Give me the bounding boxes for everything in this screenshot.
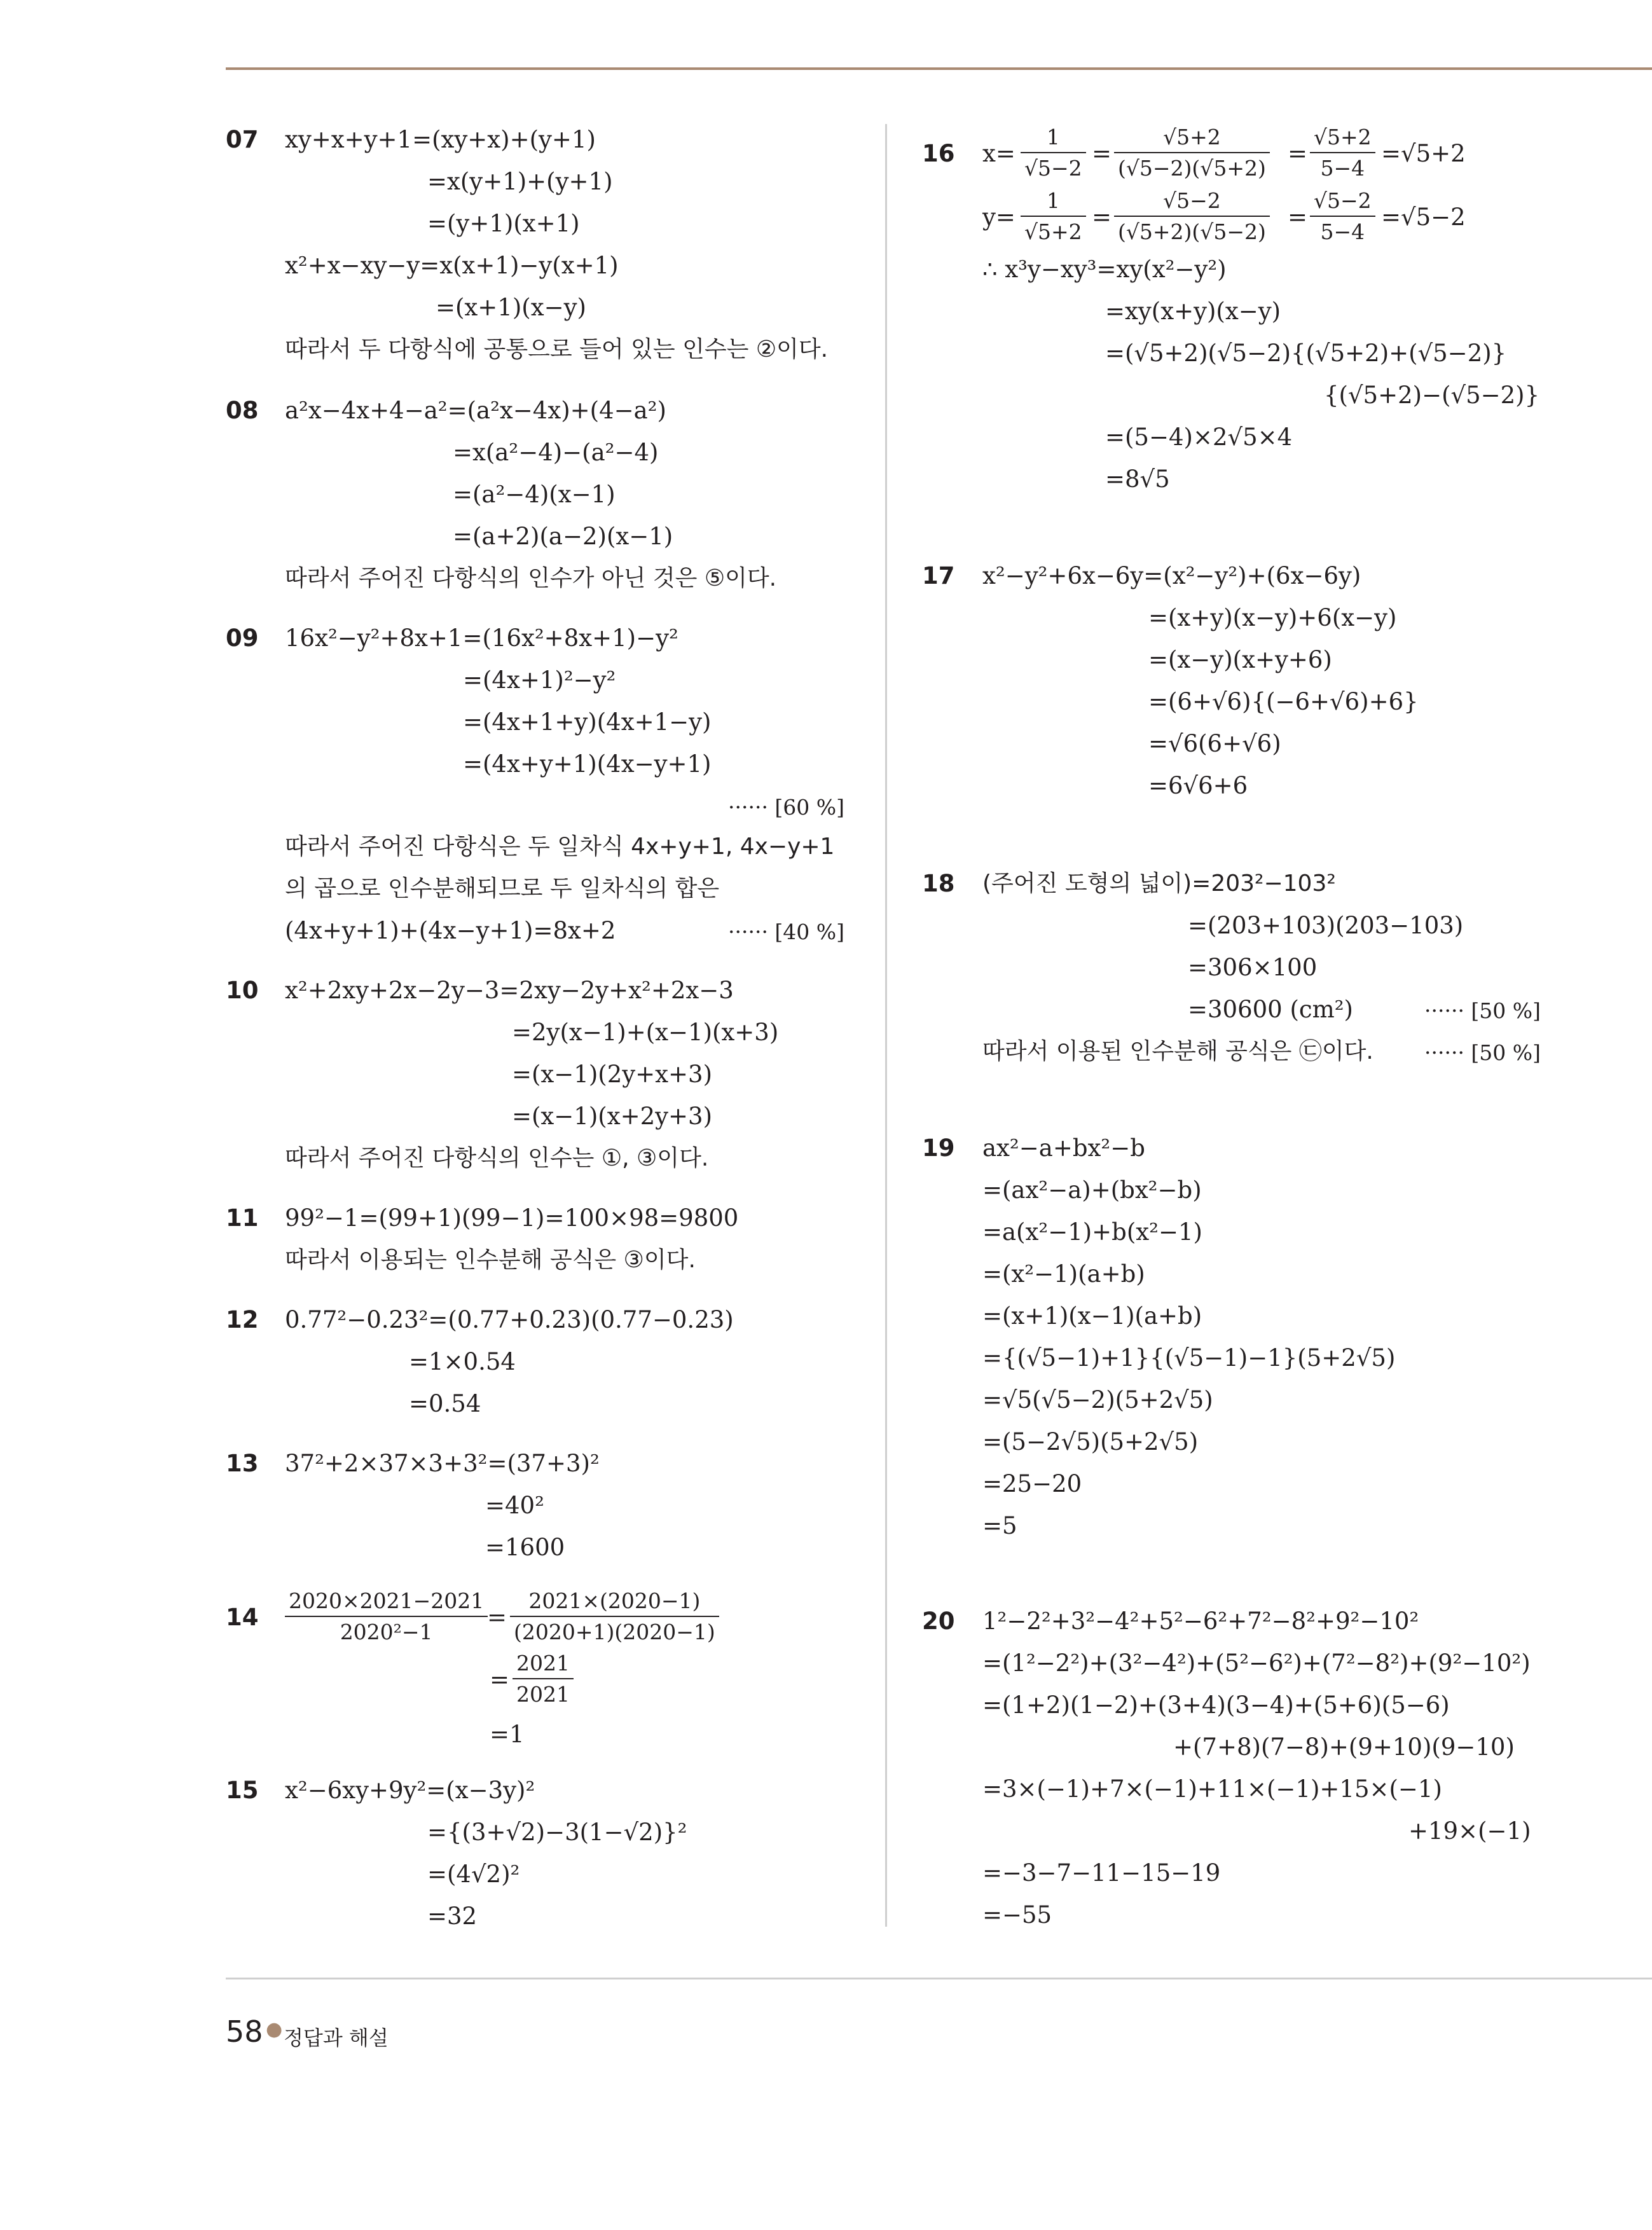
math-line: 1²−2²+3²−4²+5²−6²+7²−8²+9²−10² <box>982 1607 1419 1635</box>
math-line: (4x+y+1)+(4x−y+1)=8x+2 <box>285 917 616 944</box>
math-line: xy+x+y+1=(xy+x)+(y+1) <box>285 126 596 153</box>
math-line: =(x−1)(x+2y+3) <box>512 1103 713 1130</box>
problem-number: 07 <box>226 126 259 153</box>
bullet-dot-icon: ● <box>266 2018 283 2041</box>
math-line: =3×(−1)+7×(−1)+11×(−1)+15×(−1) <box>982 1775 1442 1803</box>
math-line: =(x−y)(x+y+6) <box>1148 646 1332 673</box>
math-line: =40² <box>485 1492 544 1519</box>
math-line: =(4x+y+1)(4x−y+1) <box>463 750 712 778</box>
math-line: =5 <box>982 1512 1017 1539</box>
answer-text: 따라서 이용되는 인수분해 공식은 ③이다. <box>285 1247 696 1273</box>
fraction-denominator: (2020+1)(2020−1) <box>514 1620 715 1644</box>
fraction-numerator: √5+2 <box>1114 125 1270 153</box>
math-line: =√5(√5−2)(5+2√5) <box>982 1386 1213 1414</box>
math-line: =1×0.54 <box>409 1348 516 1375</box>
footer-rule <box>226 1978 1652 1979</box>
problem-number: 17 <box>922 562 955 589</box>
answer-text: 따라서 주어진 다항식의 인수가 아닌 것은 ⑤이다. <box>285 565 777 591</box>
section-label: 정답과 해설 <box>284 2026 389 2050</box>
math-line: =(y+1)(x+1) <box>427 210 580 237</box>
fraction-numerator: 2021 <box>513 1651 574 1679</box>
fraction <box>513 1651 574 1707</box>
answer-text: 따라서 이용된 인수분해 공식은 ㉢이다. <box>982 1038 1373 1064</box>
math-line: =(6+√6){(−6+√6)+6} <box>1148 688 1419 715</box>
fraction <box>1310 188 1375 244</box>
problem-number: 16 <box>922 140 955 167</box>
math-line: =√5−2 <box>1381 203 1466 231</box>
math-line: =(x+1)(x−y) <box>436 294 586 321</box>
math-line: 37²+2×37×3+3²=(37+3)² <box>285 1450 600 1477</box>
math-line: =(a²−4)(x−1) <box>453 481 616 508</box>
equals-sign: = <box>1092 140 1112 167</box>
math-line: =1 <box>490 1721 525 1748</box>
fraction-denominator: (√5+2)(√5−2) <box>1118 219 1266 244</box>
fraction-numerator: 1 <box>1021 188 1086 217</box>
fraction-denominator: √5−2 <box>1024 156 1082 181</box>
math-line: =(4√2)² <box>427 1861 520 1888</box>
math-line: 0.77²−0.23²=(0.77+0.23)(0.77−0.23) <box>285 1306 734 1333</box>
fraction-numerator: √5−2 <box>1310 188 1375 217</box>
math-line: 99²−1=(99+1)(99−1)=100×98=9800 <box>285 1204 739 1232</box>
math-line: +(7+8)(7−8)+(9+10)(9−10) <box>1173 1733 1515 1761</box>
math-line: =(x+y)(x−y)+6(x−y) <box>1148 604 1397 631</box>
fraction <box>1114 125 1270 181</box>
fraction <box>1114 188 1270 244</box>
math-line: =a(x²−1)+b(x²−1) <box>982 1218 1202 1246</box>
math-line: 16x²−y²+8x+1=(16x²+8x+1)−y² <box>285 624 678 652</box>
math-line: =2y(x−1)+(x−1)(x+3) <box>512 1019 779 1046</box>
answer-text: 의 곱으로 인수분해되므로 두 일차식의 합은 <box>285 876 720 902</box>
math-line: x²−y²+6x−6y=(x²−y²)+(6x−6y) <box>982 562 1361 589</box>
math-line: =(203+103)(203−103) <box>1188 912 1464 939</box>
math-line: =−55 <box>982 1901 1052 1929</box>
fraction-denominator: √5+2 <box>1024 219 1082 244</box>
problem-number: 14 <box>226 1604 259 1631</box>
fraction-numerator: √5−2 <box>1114 188 1270 217</box>
math-line: ax²−a+bx²−b <box>982 1134 1145 1162</box>
problem-number: 13 <box>226 1450 259 1477</box>
equals-sign: = <box>1092 203 1112 231</box>
problem-number: 11 <box>226 1204 259 1232</box>
math-line: =(√5+2)(√5−2){(√5+2)+(√5−2)} <box>1105 340 1507 367</box>
math-line: =(x−1)(2y+x+3) <box>512 1061 713 1088</box>
math-line: (주어진 도형의 넓이)=203²−103² <box>982 871 1336 897</box>
header-rule <box>226 67 1652 70</box>
problem-number: 10 <box>226 977 259 1004</box>
equals-sign: = <box>490 1666 510 1693</box>
column-divider <box>885 124 887 1927</box>
math-line: =32 <box>427 1903 478 1930</box>
problem-number: 19 <box>922 1134 955 1162</box>
math-line: =(5−4)×2√5×4 <box>1105 423 1293 451</box>
math-line: x²+x−xy−y=x(x+1)−y(x+1) <box>285 252 619 279</box>
math-line: =30600 (cm²) <box>1188 996 1353 1023</box>
math-line: =x(a²−4)−(a²−4) <box>453 439 659 466</box>
fraction-denominator: 2020²−1 <box>340 1620 433 1644</box>
math-line: ={(√5−1)+1}{(√5−1)−1}(5+2√5) <box>982 1344 1396 1372</box>
fraction-numerator: 2021×(2020−1) <box>510 1588 719 1617</box>
math-line: =0.54 <box>409 1390 481 1417</box>
fraction <box>1021 188 1086 244</box>
answer-text: 따라서 두 다항식에 공통으로 들어 있는 인수는 ②이다. <box>285 336 829 362</box>
math-line: =25−20 <box>982 1470 1082 1497</box>
fraction-numerator: 1 <box>1021 125 1086 153</box>
math-line: x= <box>982 140 1015 167</box>
math-line: +19×(−1) <box>1408 1817 1531 1845</box>
score-note: ······ [50 %] <box>1424 1040 1541 1065</box>
equals-sign: = <box>1288 140 1308 167</box>
score-note: ······ [60 %] <box>728 795 845 820</box>
fraction <box>285 1588 488 1644</box>
score-note: ······ [50 %] <box>1424 998 1541 1023</box>
problem-number: 20 <box>922 1607 955 1635</box>
problem-number: 08 <box>226 397 259 424</box>
math-line: =6√6+6 <box>1148 772 1248 799</box>
page-number: 58 <box>226 2014 263 2049</box>
math-line: =(a+2)(a−2)(x−1) <box>453 523 673 550</box>
score-note: ······ [40 %] <box>728 919 845 944</box>
problem-number: 12 <box>226 1306 259 1333</box>
math-line: =(x+1)(x−1)(a+b) <box>982 1302 1202 1330</box>
fraction <box>510 1588 719 1644</box>
fraction-numerator: 2020×2021−2021 <box>285 1588 488 1617</box>
math-line: a²x−4x+4−a²=(a²x−4x)+(4−a²) <box>285 397 666 424</box>
math-line: =√6(6+√6) <box>1148 730 1281 757</box>
math-line: {(√5+2)−(√5−2)} <box>1324 382 1540 409</box>
fraction-denominator: (√5−2)(√5+2) <box>1118 156 1266 181</box>
math-line: =(1+2)(1−2)+(3+4)(3−4)+(5+6)(5−6) <box>982 1691 1450 1719</box>
problem-number: 15 <box>226 1777 259 1804</box>
math-line: =xy(x+y)(x−y) <box>1105 298 1281 325</box>
math-line: ={(3+√2)−3(1−√2)}² <box>427 1819 687 1846</box>
fraction <box>1310 125 1375 181</box>
math-line: x²+2xy+2x−2y−3=2xy−2y+x²+2x−3 <box>285 977 734 1004</box>
fraction-denominator: 5−4 <box>1320 219 1365 244</box>
math-line: =(4x+1+y)(4x+1−y) <box>463 708 712 736</box>
math-line: =√5+2 <box>1381 140 1466 167</box>
math-line: ∴ x³y−xy³=xy(x²−y²) <box>982 256 1227 283</box>
answer-text: 따라서 주어진 다항식의 인수는 ①, ③이다. <box>285 1145 709 1171</box>
equals-sign: = <box>1288 203 1308 231</box>
math-line: =1600 <box>485 1534 565 1561</box>
problem-number: 18 <box>922 870 955 897</box>
math-line: =8√5 <box>1105 465 1170 493</box>
math-line: =(5−2√5)(5+2√5) <box>982 1428 1199 1456</box>
fraction <box>1021 125 1086 181</box>
math-line: =(ax²−a)+(bx²−b) <box>982 1176 1202 1204</box>
math-line: y= <box>982 203 1015 231</box>
math-line: x²−6xy+9y²=(x−3y)² <box>285 1777 535 1804</box>
math-line: =306×100 <box>1188 954 1318 981</box>
problem-number: 09 <box>226 624 259 652</box>
fraction-denominator: 2021 <box>516 1682 570 1707</box>
fraction-numerator: √5+2 <box>1310 125 1375 153</box>
equals-sign: = <box>487 1604 507 1631</box>
math-line: =(1²−2²)+(3²−4²)+(5²−6²)+(7²−8²)+(9²−10²) <box>982 1649 1531 1677</box>
answer-text: 따라서 주어진 다항식은 두 일차식 4x+y+1, 4x−y+1 <box>285 834 835 860</box>
math-line: =x(y+1)+(y+1) <box>427 168 613 195</box>
fraction-denominator: 5−4 <box>1320 156 1365 181</box>
math-line: =(4x+1)²−y² <box>463 666 616 694</box>
math-line: =−3−7−11−15−19 <box>982 1859 1221 1887</box>
math-line: =(x²−1)(a+b) <box>982 1260 1145 1288</box>
